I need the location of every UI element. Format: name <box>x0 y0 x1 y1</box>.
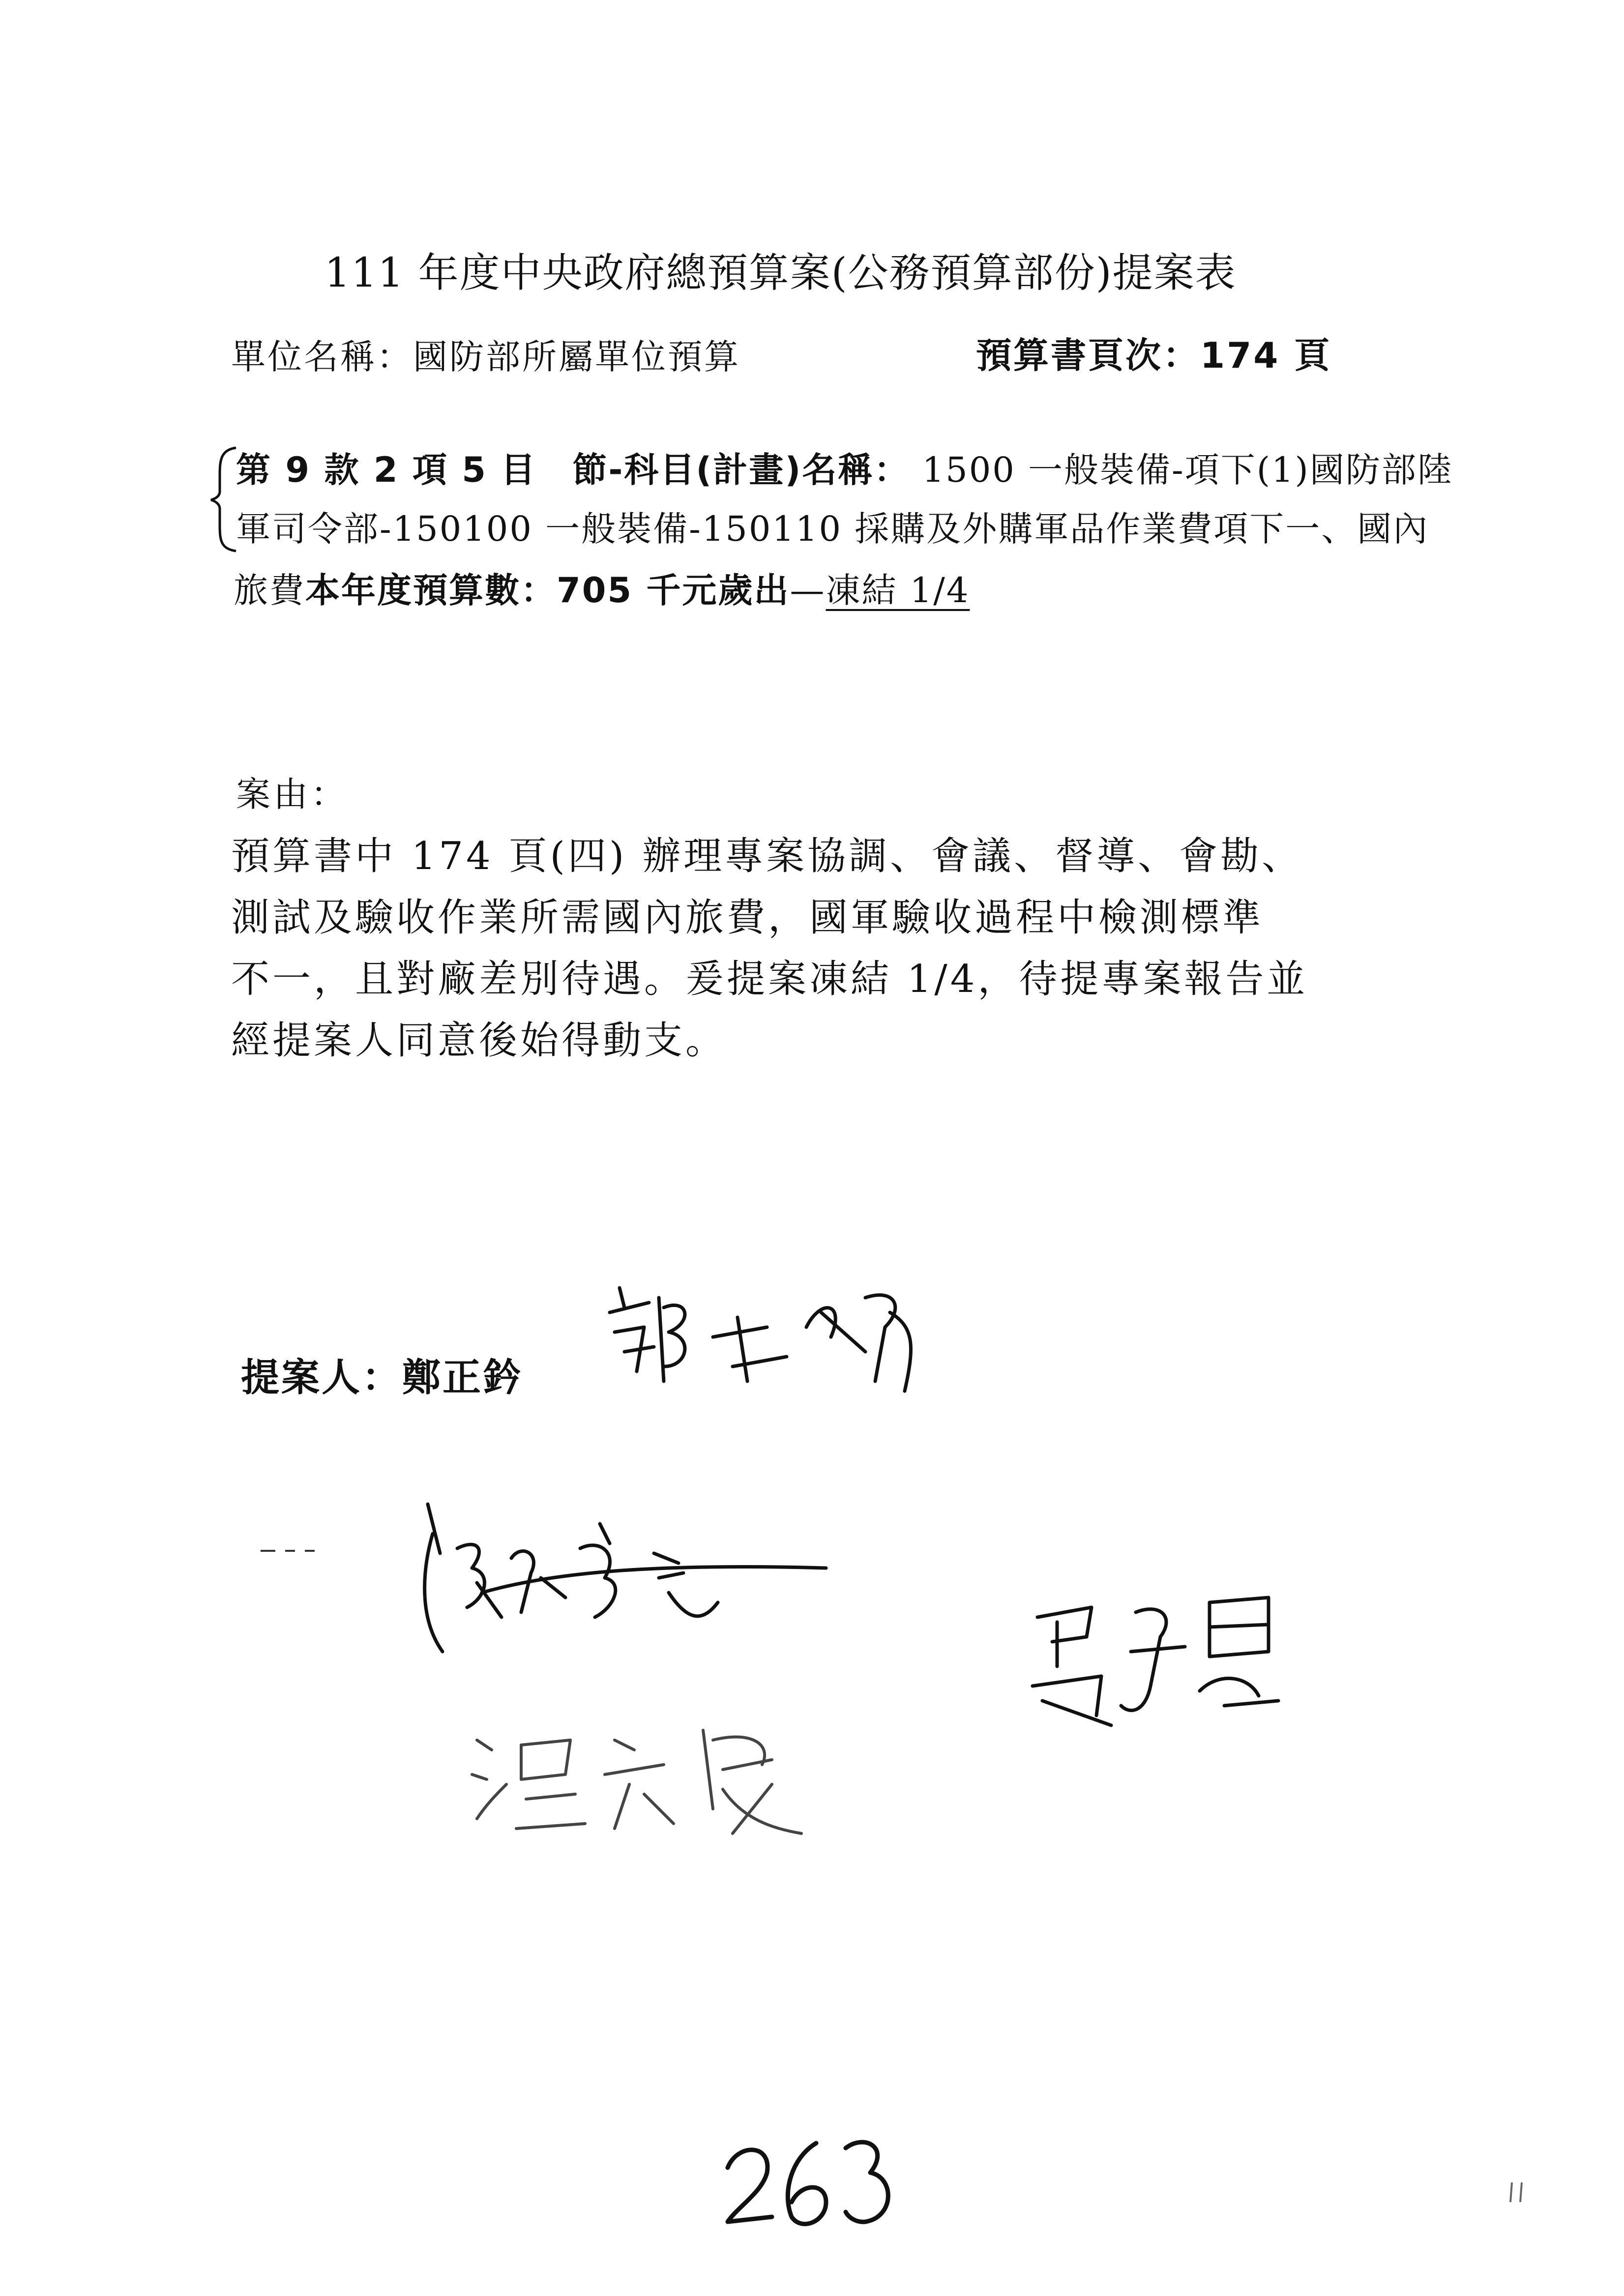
freeze-amount: 凍結 1/4 <box>826 570 970 610</box>
proposer-label: 提案人：鄭正鈐 <box>241 1356 524 1400</box>
dash: — <box>790 570 826 610</box>
item-code: 第 9 款 2 項 5 目 節-科目(計畫)名稱： <box>236 450 910 490</box>
signature-4 <box>1023 1578 1298 1755</box>
reason-line: 不一，且對廠差別待遇。爰提案凍結 1/4，待提專案報告並 <box>231 957 1308 1001</box>
reason-heading: 案由： <box>236 774 348 814</box>
signature-proposer <box>590 1268 954 1425</box>
unit-name: 單位名稱：國防部所屬單位預算 <box>231 337 740 377</box>
budget-amount: 本年度預算數：705 千元歲出 <box>305 570 790 610</box>
budget-page-reference: 預算書頁次：174 頁 <box>976 335 1332 376</box>
stray-mark-icon <box>1505 2178 1529 2207</box>
budget-item-line-1 <box>236 442 1453 492</box>
reason-line: 測試及驗收作業所需國內旅費，國軍驗收過程中檢測標準 <box>231 896 1264 940</box>
signature-2 <box>403 1494 875 1671</box>
reason-line: 預算書中 174 頁(四) 辦理專案協調、會議、督導、會勘、 <box>231 834 1303 878</box>
reason-body <box>231 826 1387 1072</box>
stray-mark-icon <box>256 1543 320 1558</box>
budget-item-line-2: 軍司令部-150100 一般裝備-150110 採購及外購軍品作業費項下一、國內 <box>236 509 1429 549</box>
reason-line: 經提案人同意後始得動支。 <box>231 1018 727 1063</box>
page-number-handwritten <box>718 2133 895 2232</box>
budget-item-line-3 <box>234 563 970 612</box>
signature-3 <box>457 1711 831 1858</box>
item-name-part3: 旅費 <box>234 570 305 610</box>
item-name-part1: 1500 一般裝備-項下(1)國防部陸 <box>910 450 1453 490</box>
form-title: 111 年度中央政府總預算案(公務預算部份)提案表 <box>325 250 1237 296</box>
bracket-mark-icon <box>209 445 238 553</box>
